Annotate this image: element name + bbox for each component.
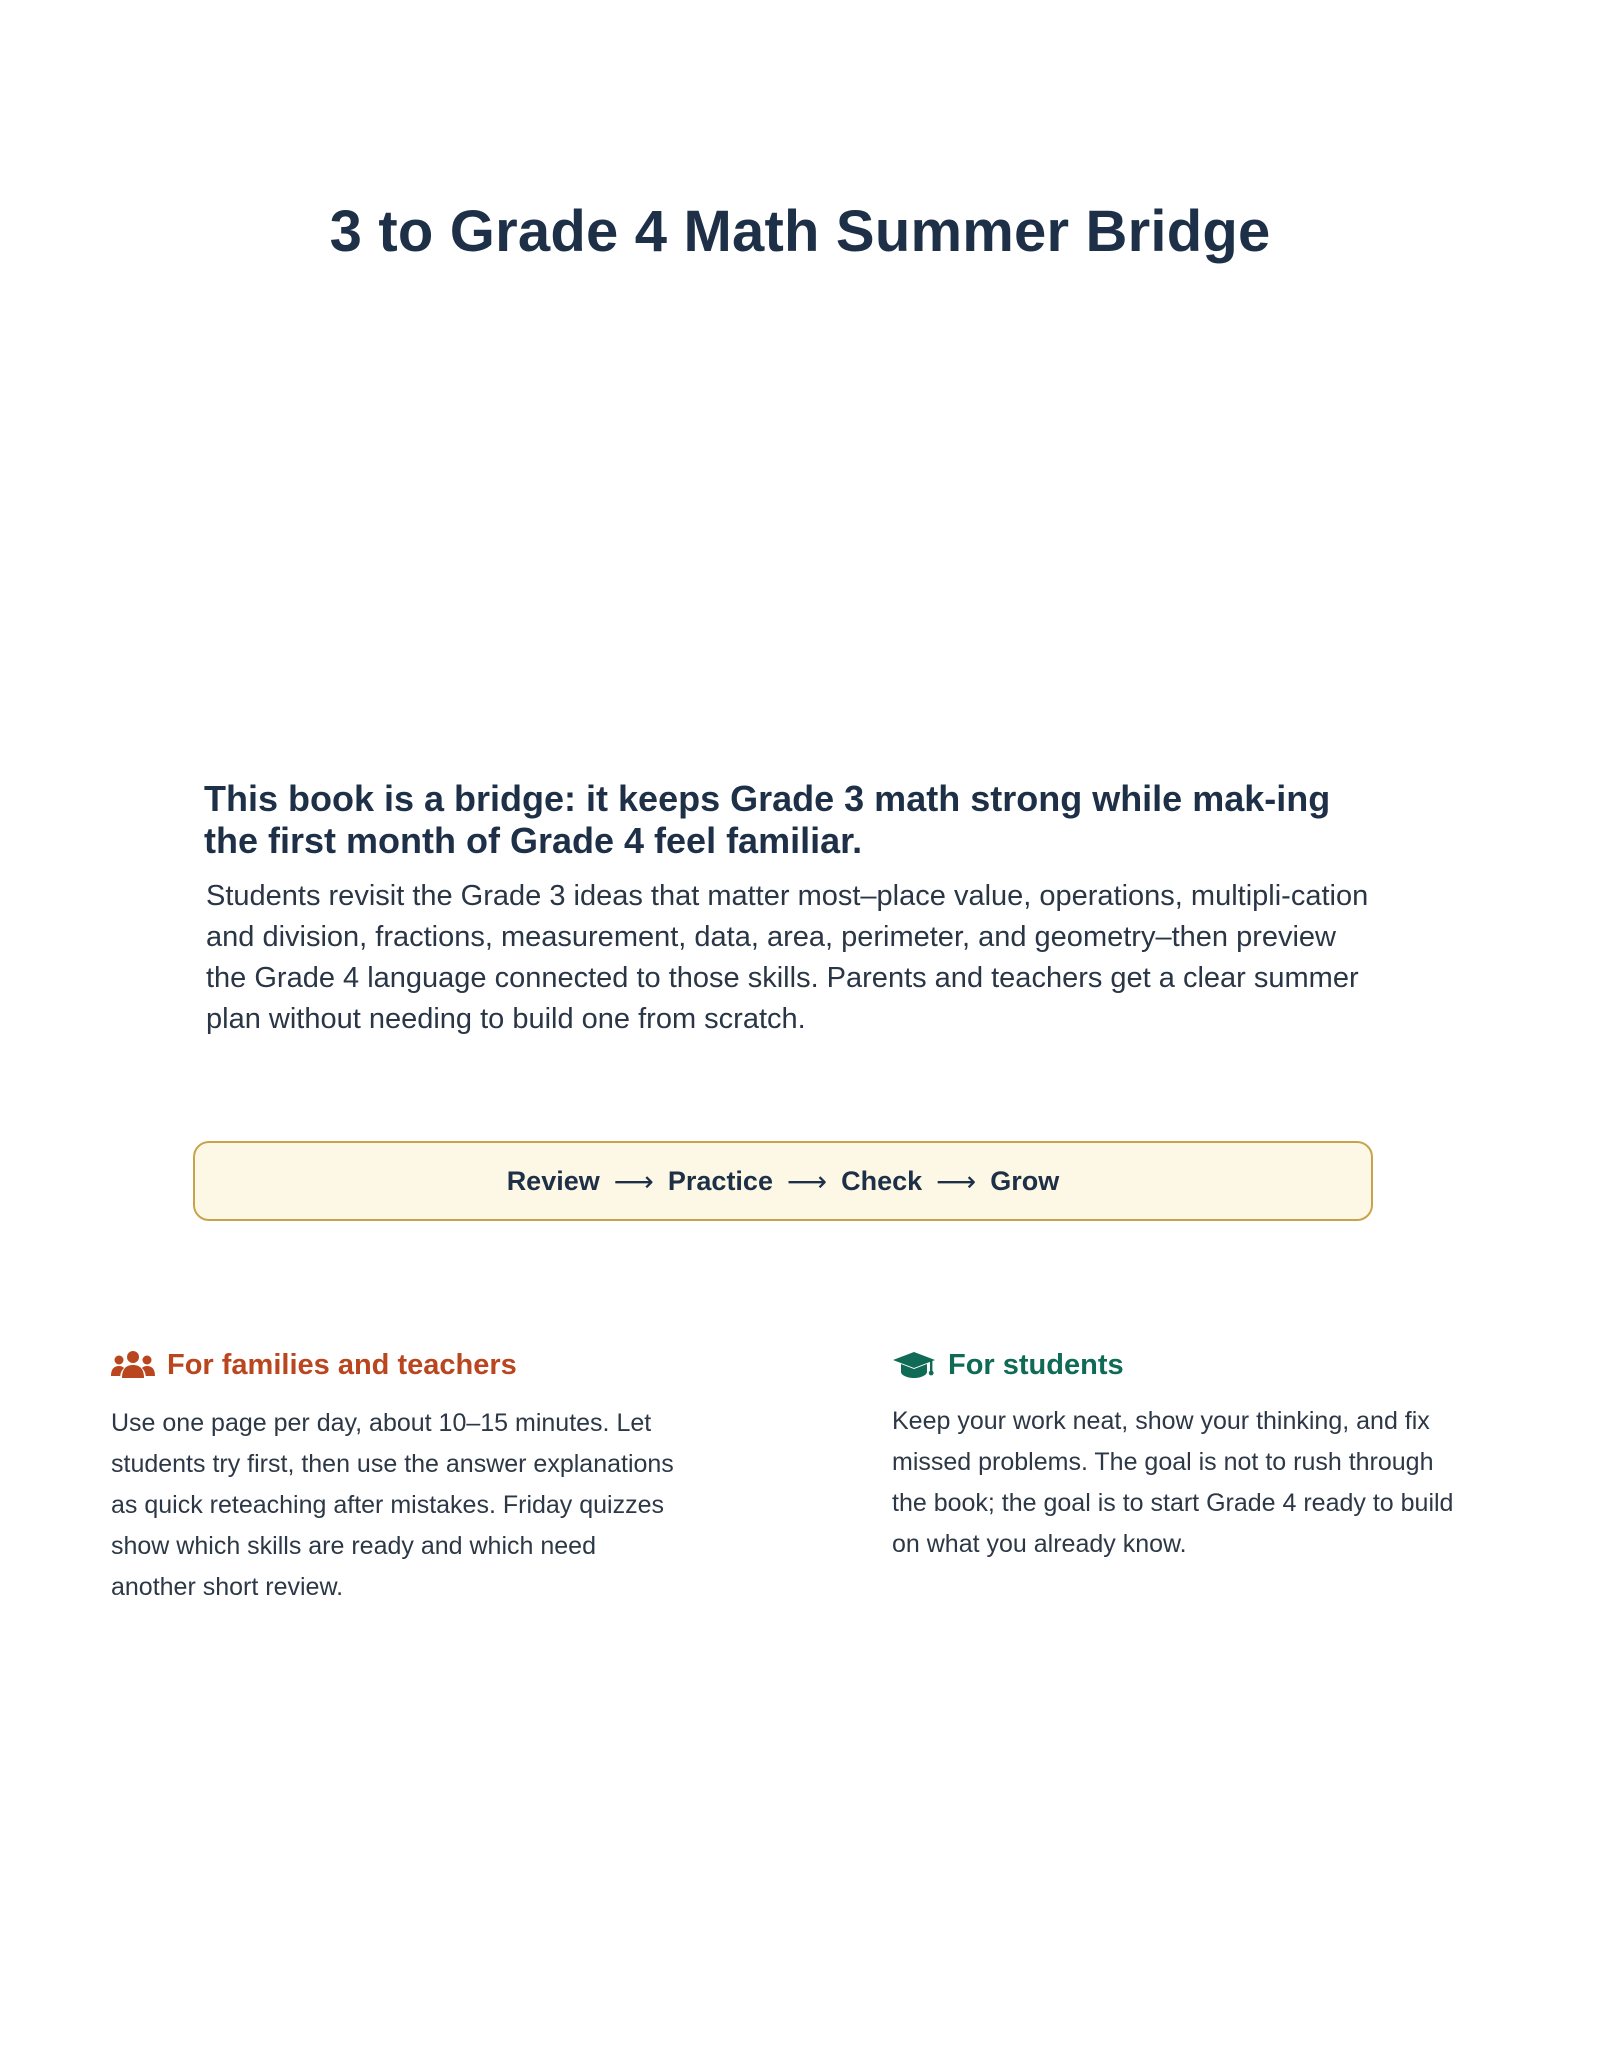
students-body: Keep your work neat, show your thinking, and fix missed problems. The goal is not to rush through the book; the goal is to start Grade 4 ready to build on what you already know. [892, 1407, 1454, 1558]
flow-arrow-icon: ⟶ [613, 1165, 654, 1197]
flow-banner [193, 1141, 1373, 1221]
flow-step-review: Review [506, 1165, 600, 1196]
intro-headline-text: This book is a bridge: it keeps Grade 3 math strong while mak-ing the first month of Grade 4 feel familiar. [204, 778, 1331, 861]
students-heading-text: For students [948, 1348, 1124, 1381]
students-section [892, 1345, 1462, 1565]
families-heading [111, 1345, 681, 1385]
families-heading-text: For families and teachers [167, 1348, 517, 1381]
flow-arrow-icon: ⟶ [936, 1165, 977, 1197]
families-section [111, 1345, 681, 1608]
families-body: Use one page per day, about 10–15 minutes. Let students try first, then use the answer explanations as quick reteaching after mistakes. Friday quizzes show which skills are ready and which need another short review. [111, 1409, 674, 1601]
intro-body: Students revisit the Grade 3 ideas that matter most–place value, operations, multipli-cation and division, fractions, measurement, data, area, perimeter, and geometry–then preview the Grade 4 language connected to those skills. Parents and teachers get a clear summer plan without needing to build one from scratch. [206, 880, 1369, 1035]
intro-headline [204, 778, 1376, 862]
flow-step-practice: Practice [667, 1165, 773, 1196]
flow-arrow-icon: ⟶ [786, 1165, 828, 1197]
page-title: 3 to Grade 4 Math Summer Bridge [329, 199, 1271, 264]
graduation-cap-icon [892, 1350, 936, 1380]
flow-step-check: Check [841, 1165, 923, 1196]
users-icon [111, 1350, 155, 1380]
flow-step-grow: Grow [990, 1165, 1060, 1196]
students-heading [892, 1345, 1462, 1385]
intro-section [204, 778, 1376, 1040]
